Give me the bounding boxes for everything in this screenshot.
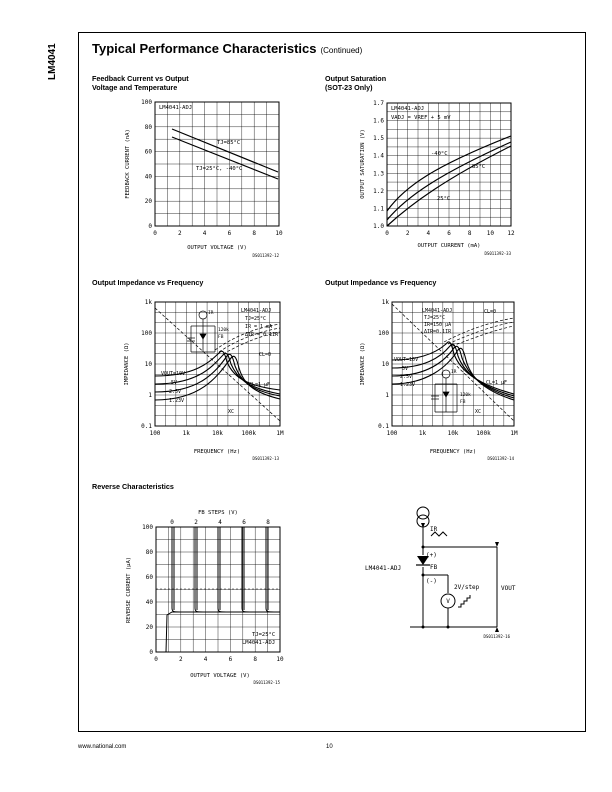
imp2-xtick: 10k — [447, 430, 459, 437]
reverse-top-tick: 0 — [170, 519, 174, 526]
impedance1-label-0: LM4041-ADJ — [241, 308, 272, 314]
impedance2-label-3: ΔIR=0.1IR — [424, 329, 452, 335]
impedance1-ds-code: DS011392-13 — [252, 456, 279, 461]
fb-ytick: 0 — [148, 223, 152, 230]
impedance1-fb-label: FB — [218, 335, 224, 340]
rev-xtick: 10 — [276, 656, 284, 663]
imp2-ytick: 1 — [385, 392, 389, 399]
section-title — [92, 41, 362, 56]
saturation-annot-85: 85°C — [472, 164, 486, 170]
fb-xtick: 0 — [153, 230, 157, 237]
impedance2-chart-title: Output Impedance vs Frequency — [325, 278, 437, 287]
impedance2-cl0: CL=0 — [484, 309, 497, 315]
circuit-minus-label: (-) — [426, 578, 437, 585]
saturation-title-line2: (SOT-23 Only) — [325, 83, 373, 92]
impedance2-ir-label: IR — [451, 370, 457, 375]
sat-xtick: 6 — [447, 230, 451, 237]
saturation-ylabel: OUTPUT SATURATION (V) — [360, 129, 366, 199]
impedance1-label-3: ΔIR = 0.1IR — [245, 332, 279, 338]
feedback-title-line2: Voltage and Temperature — [92, 83, 178, 92]
circuit-plus-label: (+) — [426, 552, 437, 559]
section-title-text: Typical Performance Characteristics — [92, 41, 317, 56]
imp1-ytick: 1k — [144, 299, 152, 306]
footer-url: www.national.com — [78, 744, 127, 750]
fb-xtick: 8 — [252, 230, 257, 237]
fb-ytick: 40 — [144, 173, 152, 181]
impedance1-vout-2: 2.5V — [169, 389, 182, 395]
rev-ytick: 40 — [145, 599, 153, 606]
impedance2-fb-label: FB — [460, 400, 466, 405]
reverse-chart-title: Reverse Characteristics — [92, 482, 174, 491]
reverse-chart — [110, 500, 310, 690]
rev-ytick: 20 — [145, 624, 153, 631]
reverse-annot-part: LM4041-ADJ — [242, 640, 276, 646]
impedance2-label-2: IR=150 μA — [424, 322, 452, 328]
fb-ytick: 60 — [144, 148, 152, 156]
reverse-top-tick: 4 — [218, 519, 222, 526]
feedback-title-line1: Feedback Current vs Output — [92, 74, 189, 83]
reverse-xlabel: OUTPUT VOLTAGE (V) — [190, 673, 250, 679]
impedance2-ds-code: DS011392-14 — [487, 456, 514, 461]
feedback-annot-85: TJ=85°C — [217, 140, 241, 146]
fb-ytick: 80 — [144, 123, 152, 131]
impedance1-vout-0: VOUT=10V — [161, 371, 186, 377]
saturation-chart-title — [325, 74, 386, 92]
impedance2-label-1: TJ=25°C — [424, 315, 446, 321]
circuit-step-label: 2V/step — [454, 584, 480, 591]
saturation-title-line1: Output Saturation — [325, 74, 387, 83]
imp2-ytick: 1k — [381, 299, 389, 306]
imp1-xtick: 100k — [241, 430, 256, 437]
sat-xtick: 2 — [405, 230, 410, 237]
impedance1-cl1: CL=1 μF — [249, 382, 271, 388]
impedance1-chart — [115, 296, 315, 466]
impedance1-ylabel: IMPEDANCE (Ω) — [124, 342, 130, 386]
side-part-text: LM4041 — [47, 43, 58, 80]
saturation-chart — [345, 96, 545, 266]
circuit-vout-label: VOUT — [501, 585, 516, 592]
imp1-ytick: 0.1 — [141, 423, 152, 430]
feedback-annot-25: TJ=25°C, -40°C — [196, 166, 243, 172]
sat-xtick: 0 — [385, 230, 389, 237]
reverse-top-tick: 2 — [194, 519, 198, 526]
impedance2-inner-labels — [422, 308, 452, 335]
saturation-xlabel: OUTPUT CURRENT (mA) — [417, 243, 481, 249]
circuit-fb-label: FB — [430, 564, 438, 571]
imp2-xtick: 100 — [386, 430, 398, 437]
impedance1-xc: XC — [228, 409, 235, 415]
impedance2-vout-0: VOUT=10V — [394, 357, 419, 363]
impedance2-cl1: CL=1 μF — [486, 380, 508, 386]
imp2-ytick: 0.1 — [378, 423, 389, 430]
saturation-inner-label1: LM4041-ADJ — [391, 106, 425, 112]
sat-xtick: 4 — [426, 230, 431, 237]
reverse-annot-tj: TJ=25°C — [252, 632, 276, 638]
impedance1-chart-title: Output Impedance vs Frequency — [92, 278, 204, 287]
sat-ytick: 1.0 — [373, 223, 384, 230]
impedance1-vout-3: 1.23V — [169, 398, 185, 404]
sat-xtick: 10 — [486, 230, 494, 237]
impedance2-vout-1: 5V — [402, 366, 409, 372]
imp2-xtick: 100k — [476, 430, 491, 437]
rev-xtick: 2 — [178, 656, 183, 663]
saturation-annot-m40: -40°C — [431, 151, 448, 157]
impedance2-chart — [352, 296, 552, 466]
rev-ytick: 80 — [145, 549, 153, 556]
imp2-ytick: 10 — [381, 361, 389, 368]
impedance1-inset-schematic — [187, 311, 215, 352]
saturation-annot-25: 25°C — [437, 196, 451, 202]
fb-ytick: 20 — [144, 198, 152, 206]
circuit-part-label: LM4041-ADJ — [365, 565, 402, 572]
circuit-source-label: V — [446, 598, 450, 605]
sat-ytick: 1.6 — [373, 117, 384, 125]
imp1-xtick: 1M — [276, 430, 284, 437]
saturation-ds-code: DS011392-33 — [484, 251, 511, 256]
impedance1-cl0: CL=0 — [259, 352, 272, 358]
fb-xtick: 6 — [227, 230, 232, 237]
reverse-top-tick: 8 — [266, 519, 270, 526]
impedance2-vout-2: 2.5V — [400, 374, 413, 380]
feedback-inner-label: LM4041-ADJ — [159, 105, 193, 111]
imp2-xtick: 1k — [418, 430, 427, 437]
fb-ytick: 100 — [141, 99, 152, 106]
feedback-chart — [110, 96, 310, 266]
sat-ytick: 1.7 — [373, 100, 384, 107]
feedback-chart-title — [92, 74, 189, 92]
sat-xtick: 12 — [507, 230, 515, 237]
sat-ytick: 1.1 — [373, 205, 384, 213]
impedance2-ylabel: IMPEDANCE (Ω) — [360, 342, 366, 386]
feedback-xlabel: OUTPUT VOLTAGE (V) — [187, 245, 247, 251]
side-part-number — [42, 40, 62, 80]
impedance1-xlabel: FREQUENCY (Hz) — [193, 449, 241, 455]
reverse-top-tick: 6 — [242, 519, 246, 526]
fb-xtick: 2 — [177, 230, 182, 237]
rev-xtick: 0 — [154, 656, 158, 663]
section-continued: (Continued) — [320, 46, 363, 55]
feedback-ds-code: DS011392-12 — [252, 253, 279, 258]
impedance2-r-label: 120k — [460, 393, 471, 398]
impedance1-label-1: TJ=25°C — [245, 316, 267, 322]
fb-xtick: 4 — [202, 230, 207, 237]
sat-ytick: 1.3 — [373, 170, 384, 178]
reverse-ds-code: DS011392-15 — [253, 680, 280, 685]
impedance2-xlabel: FREQUENCY (Hz) — [429, 449, 477, 455]
fb-xtick: 10 — [275, 230, 283, 237]
rev-xtick: 6 — [228, 656, 233, 663]
imp1-ytick: 10 — [144, 361, 152, 368]
impedance2-xc: XC — [475, 409, 482, 415]
impedance1-vout-1: 5V — [171, 380, 178, 386]
impedance2-vout-3: 1.23V — [400, 382, 416, 388]
rev-ytick: 100 — [142, 524, 153, 531]
imp2-xtick: 1M — [510, 430, 518, 437]
imp2-ytick: 100 — [378, 330, 389, 337]
sat-ytick: 1.5 — [373, 135, 384, 143]
impedance2-label-0: LM4041-ADJ — [422, 308, 453, 314]
imp1-xtick: 100 — [149, 430, 161, 437]
saturation-inner-label2: VADJ = VREF + 5 mV — [391, 115, 451, 121]
imp1-xtick: 1k — [182, 430, 190, 437]
sat-xtick: 8 — [467, 230, 472, 237]
reverse-ylabel: REVERSE CURRENT (μA) — [126, 556, 132, 624]
rev-ytick: 0 — [149, 649, 153, 656]
sat-ytick: 1.2 — [373, 187, 384, 195]
sat-ytick: 1.4 — [373, 152, 384, 160]
circuit-ir-label: IR — [430, 526, 438, 533]
rev-xtick: 8 — [253, 656, 258, 663]
rev-xtick: 4 — [203, 656, 208, 663]
impedance1-ir-label: IR — [208, 311, 214, 316]
reverse-top-label: FB STEPS (V) — [198, 510, 238, 516]
test-circuit — [360, 495, 520, 645]
circuit-ds-code: DS011392-16 — [483, 634, 510, 639]
footer-page: 10 — [326, 744, 333, 750]
impedance1-label-2: IR = 1 mA — [245, 324, 273, 330]
imp1-xtick: 10k — [212, 430, 223, 437]
impedance1-vout-labels — [161, 371, 185, 404]
imp1-ytick: 1 — [148, 392, 152, 399]
rev-ytick: 60 — [145, 574, 153, 581]
imp1-ytick: 100 — [141, 330, 152, 337]
feedback-ylabel: FEEDBACK CURRENT (nA) — [125, 129, 131, 199]
impedance1-r-label: 120k — [218, 328, 229, 333]
